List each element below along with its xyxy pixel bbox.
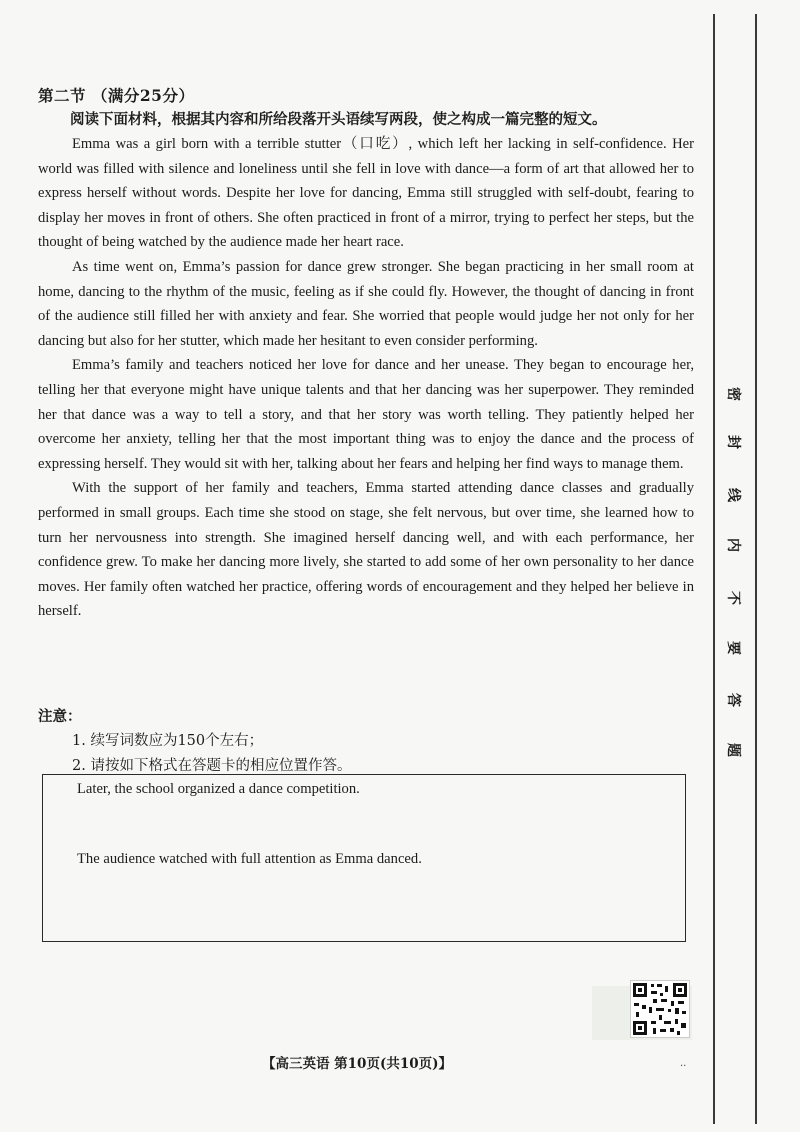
side-char-8: 题 — [725, 743, 741, 757]
note-item-2: 2. 请按如下格式在答题卡的相应位置作答。 — [72, 758, 352, 774]
reading-passage — [38, 132, 694, 624]
side-char-2: 封 — [725, 435, 741, 449]
passage-paragraph-3: Emma’s family and teachers noticed her love for dance and her unease. They began to encourage her, telling her that everyone might have unique talents and that her dancing was her superpower. They reminded her that dance was a way to tell a story, and that her story was worth telling. They patiently helped her overcome her anxiety, telling her that the most important thing was to enjoy the dance and the process of expressing herself. They would sit with her, talking about her fears and helping her find ways to manage them. — [38, 357, 694, 472]
section-instruction: 阅读下面材料，根据其内容和所给段落开头语续写两段，使之构成一篇完整的短文。 — [70, 111, 607, 128]
footer-dots: .. — [680, 1058, 687, 1069]
side-char-5: 不 — [725, 591, 741, 605]
side-char-3: 线 — [725, 488, 741, 502]
binding-line-inner — [713, 14, 715, 1124]
side-char-4: 内 — [725, 538, 741, 552]
binding-line-outer — [755, 14, 757, 1124]
passage-paragraph-2: As time went on, Emma’s passion for dance grew stronger. She began practicing in her small room at home, dancing to the rhythm of the music, feeling as if she could fly. However, the thought of dancing in front of the audience still filled her with anxiety and fear. She worried that people would judge her not only for her dancing but also for her stutter, which made her hesitant to even consider performing. — [38, 258, 694, 349]
answer-box-para1-opening: Later, the school organized a dance competition. — [77, 781, 360, 797]
passage-paragraph-4: With the support of her family and teachers, Emma started attending dance classes and gradually performed in small groups. Each time she stood on stage, she felt nervous, but over time, she learned how to turn her nervousness into strength. She imagined herself dancing well, and with each performance, her confidence grew. To make her dancing more lively, she started to add some of her own personality to her dance moves. Her family often watched her practice, offering words of encouragement and they helped her believe in herself. — [38, 480, 694, 620]
section-title: 第二节 （满分25分） — [38, 86, 195, 105]
answer-box — [42, 774, 686, 942]
qr-code-icon — [630, 980, 690, 1038]
note-item-1: 1. 续写词数应为150个左右； — [72, 733, 264, 749]
notes-section — [38, 704, 351, 779]
side-char-7: 答 — [725, 693, 741, 707]
page-footer: 【高三英语 第10页(共10页)】 — [261, 1056, 453, 1072]
passage-paragraph-1: Emma was a girl born with a terrible stutter（口吃）, which left her lacking in self-confidence. Her world was filled with silence and loneliness until she fell in love with dance—a form of art that allowed her to express herself without words. Despite her love for dancing, Emma still struggled with self-doubt, fearing to display her moves in front of others. She often practiced in front of a mirror, trying to perfect her steps, but the thought of being watched by the audience made her heart race. — [38, 136, 694, 251]
answer-box-para2-opening: The audience watched with full attention as Emma danced. — [77, 851, 422, 867]
side-char-1: 密 — [725, 387, 741, 401]
side-char-6: 要 — [725, 641, 741, 655]
notes-label: 注意： — [38, 708, 82, 725]
